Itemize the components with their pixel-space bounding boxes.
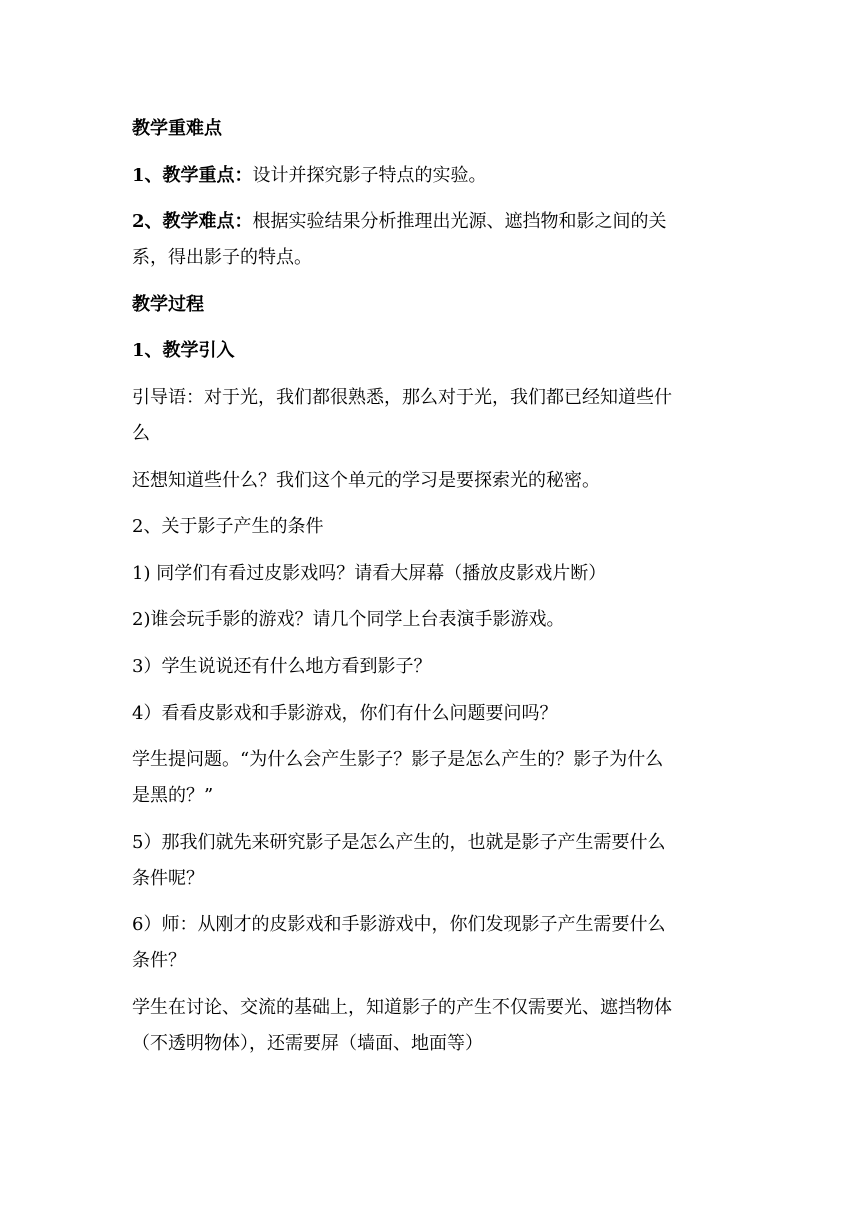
list-item-4: 4）看看皮影戏和手影游戏，你们有什么问题要问吗？: [132, 702, 558, 724]
difficult-point-label: 2、教学难点：: [132, 211, 253, 233]
key-point-text: 设计并探究影子特点的实验。: [252, 164, 487, 186]
list-item-2: 2)谁会玩手影的游戏？请几个同学上台表演手影游戏。: [132, 609, 565, 631]
document-page: [132, 111, 736, 1073]
difficult-point-text-line1: 根据实验结果分析推理出光源、遮挡物和影之间的关: [252, 211, 667, 233]
intro-line1: 引导语：对于光，我们都很熟悉，那么对于光，我们都已经知道些什: [132, 386, 672, 408]
conclusion-line2: （不透明物体），还需要屏（墙面、地面等）: [132, 1032, 483, 1054]
section2-title: 2、关于影子产生的条件: [132, 516, 324, 538]
list-item-1: 1) 同学们有看过皮影戏吗？请看大屏幕（播放皮影戏片断）: [132, 562, 607, 584]
intro-line2: 么: [132, 422, 150, 444]
intro-line3: 还想知道些什么？我们这个单元的学习是要探索光的秘密。: [132, 469, 600, 491]
key-point-label: 1、教学重点：: [132, 164, 253, 186]
key-point-paragraph: [132, 158, 736, 194]
difficult-point-text-line2: 系，得出影子的特点。: [132, 247, 312, 269]
list-item-5-line2: 条件呢？: [132, 867, 204, 889]
list-item-3: 3）学生说说还有什么地方看到影子？: [132, 655, 432, 677]
list-item-6-line1: 6）师：从刚才的皮影戏和手影游戏中，你们发现影子产生需要什么: [132, 914, 666, 936]
heading-process: 教学过程: [132, 293, 204, 315]
list-item-5-line1: 5）那我们就先来研究影子是怎么产生的，也就是影子产生需要什么: [132, 831, 666, 853]
heading-key-points: 教学重难点: [132, 118, 222, 139]
list-item-6-line2: 条件？: [132, 950, 186, 972]
student-question-line2: 是黑的？”: [132, 785, 214, 807]
section1-title: 1、教学引入: [132, 340, 235, 362]
conclusion-line1: 学生在讨论、交流的基础上，知道影子的产生不仅需要光、遮挡物体: [132, 996, 672, 1018]
student-question-line1: 学生提问题。“为什么会产生影子？影子是怎么产生的？影子为什么: [132, 749, 664, 771]
difficult-point-paragraph: [132, 204, 736, 240]
